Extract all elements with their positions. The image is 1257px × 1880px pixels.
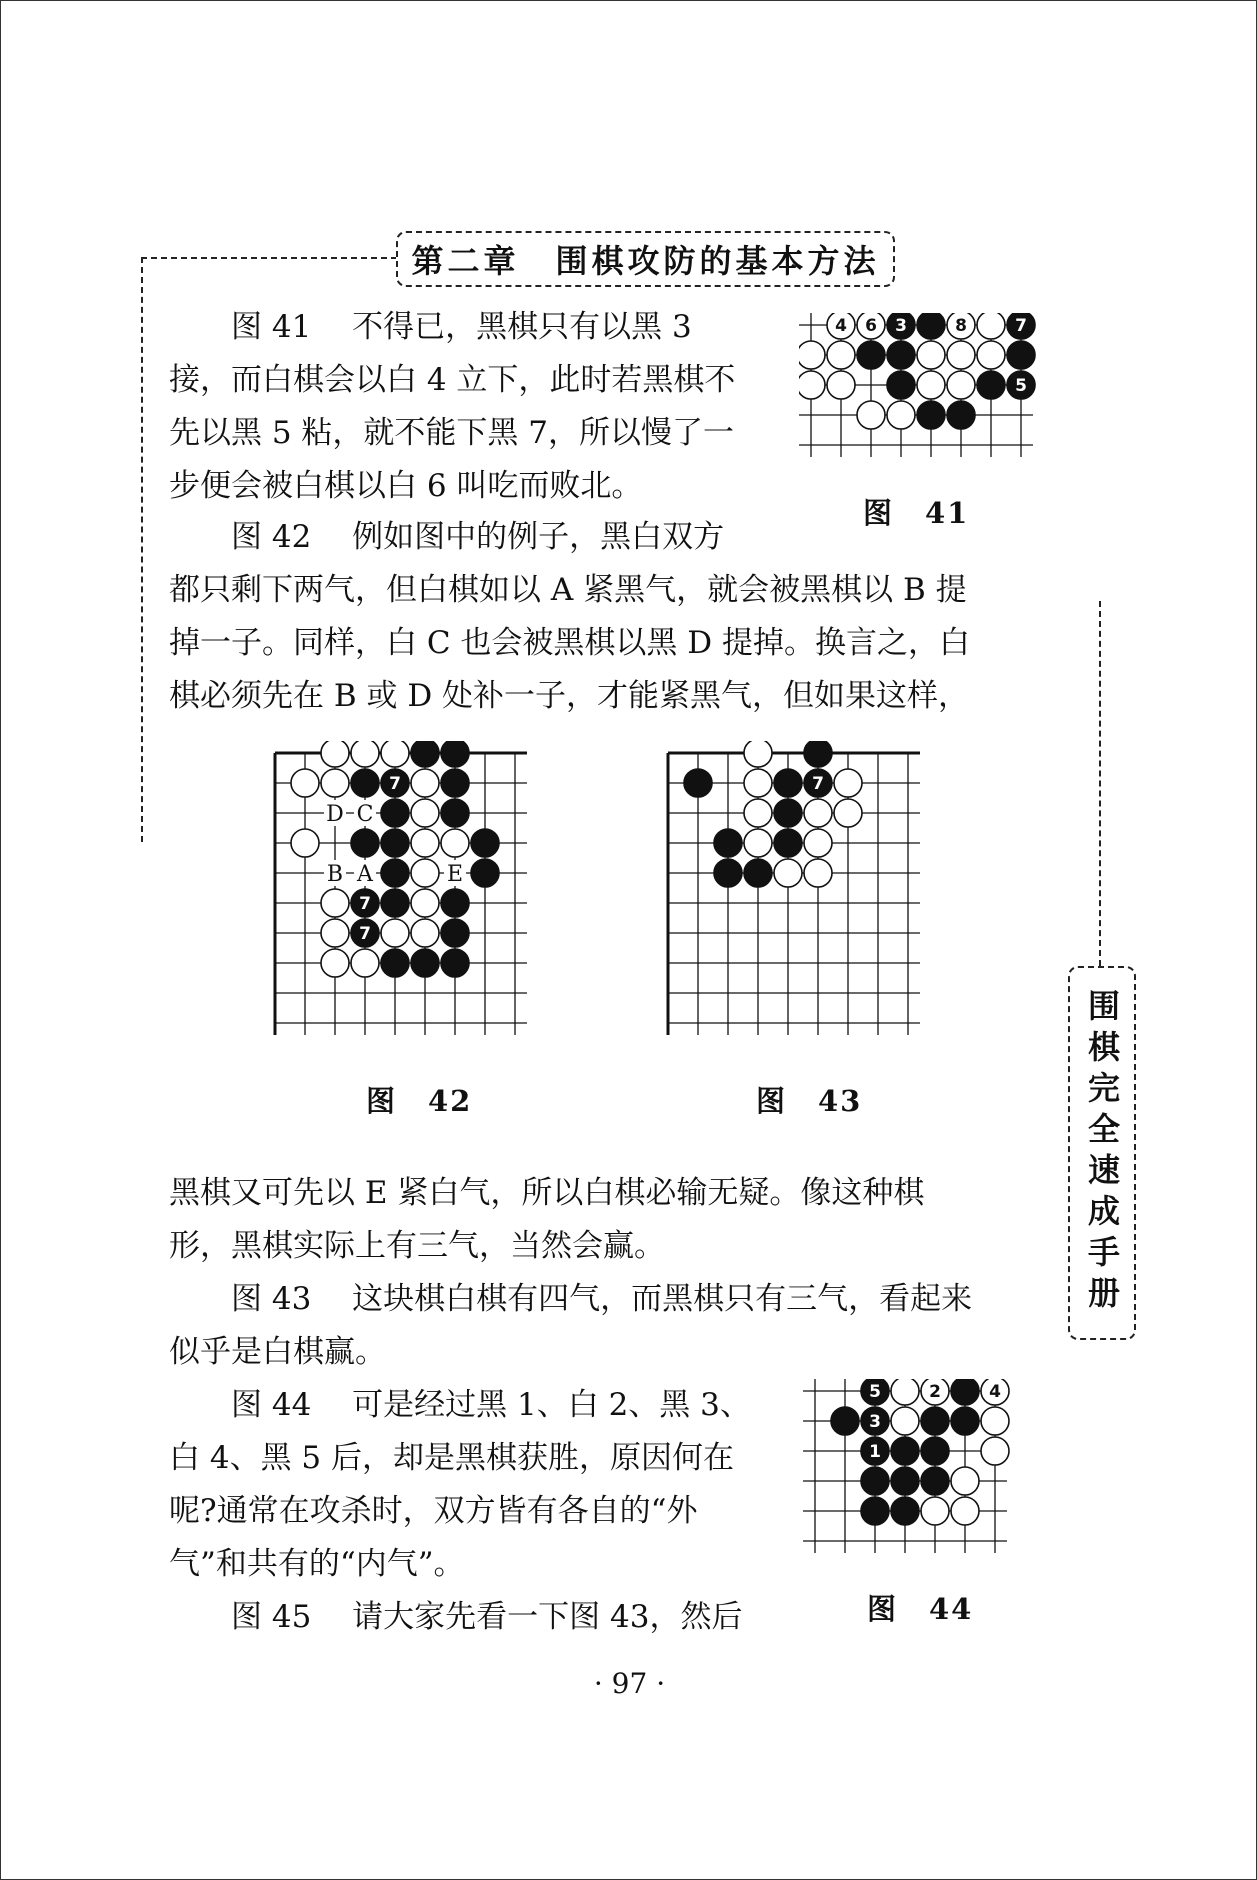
text-line: 图 44 可是经过黑 1、白 2、黑 3、	[231, 1387, 751, 1423]
black-stone	[857, 341, 885, 369]
white-stone	[291, 829, 319, 857]
white-stone	[321, 769, 349, 797]
white-stone	[834, 769, 862, 797]
white-stone	[744, 799, 772, 827]
black-stone	[887, 371, 915, 399]
move-number: 3	[869, 1412, 881, 1432]
black-stone	[861, 1497, 889, 1525]
black-stone	[951, 1379, 979, 1405]
black-stone	[861, 1467, 889, 1495]
white-stone	[947, 371, 975, 399]
paragraph-fig45	[169, 1591, 742, 1644]
text-line: 白 4、黑 5 后，却是黑棋获胜，原因何在	[169, 1440, 735, 1476]
black-stone	[441, 741, 469, 767]
white-stone	[891, 1407, 919, 1435]
white-stone	[804, 829, 832, 857]
move-number: 8	[955, 316, 967, 336]
black-stone	[951, 1407, 979, 1435]
black-stone	[441, 799, 469, 827]
white-stone	[411, 829, 439, 857]
text-line: 图 43 这块棋白棋有四气，而黑棋只有三气，看起来	[231, 1281, 973, 1317]
black-stone	[774, 769, 802, 797]
white-stone	[411, 919, 439, 947]
move-number: 4	[835, 316, 847, 336]
move-number: 7	[359, 894, 371, 914]
black-stone	[774, 829, 802, 857]
move-number: 7	[389, 774, 401, 794]
white-stone	[827, 371, 855, 399]
paragraph-fig42	[169, 511, 970, 723]
black-stone	[381, 829, 409, 857]
move-number: 1	[869, 1442, 881, 1462]
black-stone	[441, 769, 469, 797]
text-line: 图 45 请大家先看一下图 43，然后	[231, 1599, 743, 1635]
black-stone	[441, 889, 469, 917]
point-label: C	[356, 802, 374, 827]
black-stone	[891, 1437, 919, 1465]
black-stone	[1007, 341, 1035, 369]
white-stone	[744, 741, 772, 767]
black-stone	[977, 371, 1005, 399]
black-stone	[891, 1467, 919, 1495]
white-stone	[799, 341, 825, 369]
figure-caption-42: 图 42	[366, 1084, 473, 1118]
move-number: 6	[865, 316, 877, 336]
white-stone	[981, 1437, 1009, 1465]
move-number: 7	[1015, 316, 1027, 336]
white-stone	[441, 829, 469, 857]
white-stone	[887, 401, 915, 429]
white-stone	[804, 799, 832, 827]
white-stone	[917, 371, 945, 399]
white-stone	[977, 341, 1005, 369]
white-stone	[744, 769, 772, 797]
paragraph-continued	[169, 1167, 924, 1273]
text-line: 似乎是白棋赢。	[169, 1334, 386, 1370]
black-stone	[441, 949, 469, 977]
move-number: 5	[869, 1382, 881, 1402]
text-line: 气”和共有的“内气”。	[169, 1546, 465, 1582]
white-stone	[411, 889, 439, 917]
move-number: 4	[989, 1382, 1001, 1402]
black-stone	[921, 1467, 949, 1495]
book-title: 围棋完全速成手册	[1083, 989, 1121, 1317]
black-stone	[921, 1437, 949, 1465]
black-stone	[714, 829, 742, 857]
white-stone	[321, 919, 349, 947]
text-line: 棋必须先在 B 或 D 处补一子，才能紧黑气，但如果这样，	[169, 678, 970, 714]
left-rule	[141, 257, 143, 842]
black-stone	[891, 1497, 919, 1525]
white-stone	[827, 341, 855, 369]
text-line: 图 42 例如图中的例子，黑白双方	[231, 519, 725, 555]
move-number: 7	[812, 774, 824, 794]
paragraph-fig43	[169, 1273, 972, 1379]
white-stone	[321, 889, 349, 917]
point-label: B	[326, 862, 344, 887]
figure-caption-44: 图 44	[867, 1592, 974, 1626]
white-stone	[291, 769, 319, 797]
white-stone	[977, 313, 1005, 339]
move-number: 2	[929, 1382, 941, 1402]
black-stone	[381, 859, 409, 887]
black-stone	[684, 769, 712, 797]
header-rule	[141, 257, 397, 259]
white-stone	[799, 371, 825, 399]
white-stone	[857, 401, 885, 429]
white-stone	[411, 769, 439, 797]
text-line: 形，黑棋实际上有三气，当然会赢。	[169, 1228, 665, 1264]
point-label: A	[357, 862, 373, 887]
point-label: D	[326, 802, 344, 827]
white-stone	[351, 741, 379, 767]
black-stone	[887, 341, 915, 369]
white-stone	[744, 829, 772, 857]
white-stone	[381, 919, 409, 947]
figure-caption-43: 图 43	[756, 1084, 863, 1118]
white-stone	[891, 1379, 919, 1405]
go-board-fig43	[656, 741, 966, 1056]
white-stone	[381, 741, 409, 767]
text-line: 图 41 不得已，黑棋只有以黑 3	[231, 309, 692, 345]
side-tab	[1068, 966, 1136, 1340]
black-stone	[381, 889, 409, 917]
text-line: 步便会被白棋以白 6 叫吃而败北。	[169, 468, 643, 504]
white-stone	[321, 949, 349, 977]
black-stone	[471, 859, 499, 887]
white-stone	[917, 341, 945, 369]
black-stone	[744, 859, 772, 887]
black-stone	[831, 1407, 859, 1435]
black-stone	[917, 313, 945, 339]
go-board-fig42	[263, 741, 573, 1056]
white-stone	[951, 1497, 979, 1525]
white-stone	[947, 341, 975, 369]
move-number: 7	[359, 924, 371, 944]
black-stone	[441, 919, 469, 947]
right-rule	[1099, 601, 1101, 966]
black-stone	[471, 829, 499, 857]
text-line: 都只剩下两气，但白棋如以 A 紧黑气，就会被黑棋以 B 提	[169, 572, 967, 608]
black-stone	[921, 1407, 949, 1435]
white-stone	[351, 949, 379, 977]
text-line: 呢?通常在攻杀时，双方皆有各自的“外	[169, 1493, 698, 1529]
white-stone	[774, 859, 802, 887]
black-stone	[411, 949, 439, 977]
text-line: 接，而白棋会以白 4 立下，此时若黑棋不	[169, 362, 736, 398]
white-stone	[804, 859, 832, 887]
chapter-header	[396, 231, 895, 287]
page-number: · 97 ·	[593, 1667, 666, 1700]
figure-caption-41: 图 41	[863, 496, 970, 530]
black-stone	[917, 401, 945, 429]
go-board-fig44	[803, 1379, 1043, 1569]
paragraph-fig44	[169, 1379, 751, 1591]
black-stone	[804, 741, 832, 767]
paragraph-fig41	[169, 301, 735, 513]
text-line: 掉一子。同样，白 C 也会被黑棋以黑 D 提掉。换言之，白	[169, 625, 970, 661]
point-label: E	[446, 862, 464, 887]
black-stone	[351, 769, 379, 797]
white-stone	[981, 1407, 1009, 1435]
black-stone	[351, 829, 379, 857]
move-number: 5	[1015, 376, 1027, 396]
black-stone	[774, 799, 802, 827]
black-stone	[381, 799, 409, 827]
white-stone	[951, 1467, 979, 1495]
move-number: 3	[895, 316, 907, 336]
white-stone	[834, 799, 862, 827]
black-stone	[714, 859, 742, 887]
black-stone	[381, 949, 409, 977]
white-stone	[321, 741, 349, 767]
white-stone	[411, 859, 439, 887]
text-line: 先以黑 5 粘，就不能下黑 7，所以慢了一	[169, 415, 735, 451]
text-line: 黑棋又可先以 E 紧白气，所以白棋必输无疑。像这种棋	[169, 1175, 925, 1211]
white-stone	[411, 799, 439, 827]
black-stone	[411, 741, 439, 767]
chapter-title: 第二章 围棋攻防的基本方法	[411, 242, 880, 280]
go-board-fig41	[799, 313, 1039, 471]
black-stone	[947, 401, 975, 429]
white-stone	[921, 1497, 949, 1525]
